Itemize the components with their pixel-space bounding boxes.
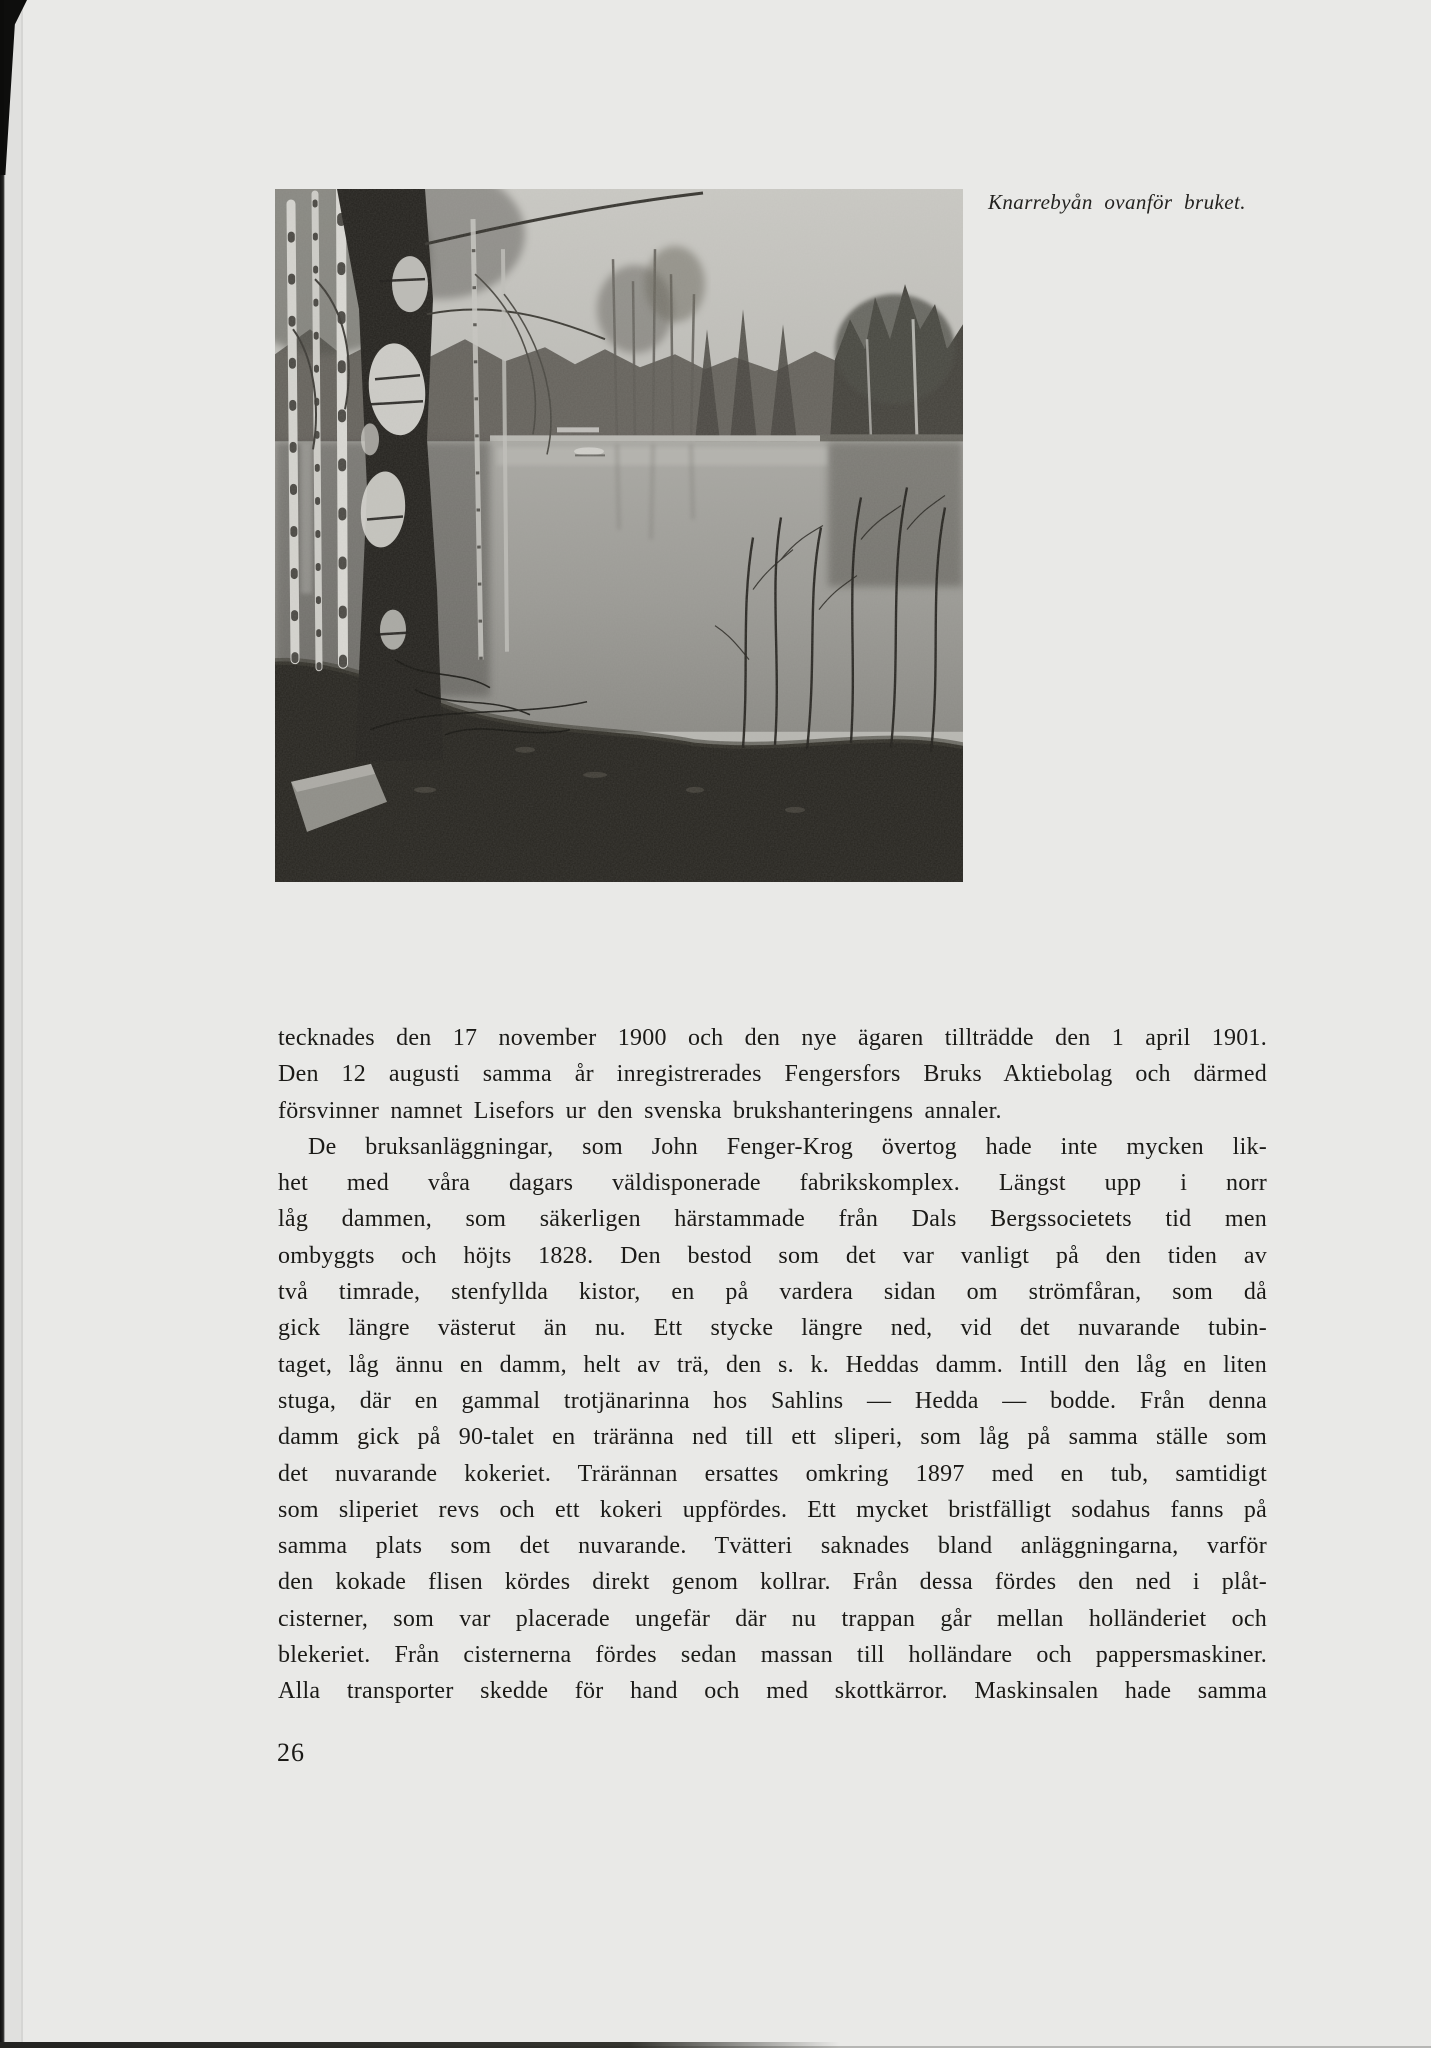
- body-text-line: stuga, där en gammal trotjänarinna hos Sahlins — Hedda — bodde. Från denna: [278, 1387, 1267, 1414]
- lake-photo-illustration: [275, 189, 963, 882]
- body-text-line: Den 12 augusti samma år inregistrerades Fengersfors Bruks Aktiebolag och därmed: [278, 1061, 1267, 1088]
- body-text-line: gick längre västerut än nu. Ett stycke längre ned, vid det nuvarande tubin-: [278, 1315, 1267, 1342]
- page-number: 26: [277, 1738, 305, 1767]
- body-text-line: som sliperiet revs och ett kokeri uppfördes. Ett mycket bristfälligt sodahus fanns på: [278, 1496, 1267, 1523]
- body-text-line: Alla transporter skedde för hand och med skottkärror. Maskinsalen hade samma: [278, 1678, 1267, 1705]
- body-text-line: försvinner namnet Lisefors ur den svenska brukshanteringens annaler.: [278, 1097, 1002, 1124]
- body-text-line: samma plats som det nuvarande. Tvätteri saknades bland anläggningarna, varför: [278, 1533, 1267, 1560]
- body-text-line: tecknades den 17 november 1900 och den nye ägaren tillträdde den 1 april 1901.: [278, 1025, 1267, 1051]
- body-text-line: ombyggts och höjts 1828. Den bestod som det var vanligt på den tiden av: [278, 1242, 1267, 1269]
- body-text-line: damm gick på 90-talet en träränna ned till ett sliperi, som låg på samma ställe som: [278, 1424, 1267, 1451]
- photo-caption: Knarrebyån ovanför bruket.: [988, 190, 1246, 214]
- body-text: [278, 1020, 1267, 1710]
- body-text-line: låg dammen, som säkerligen härstammade från Dals Bergssocietets tid men: [278, 1206, 1267, 1233]
- body-text-line: den kokade flisen kördes direkt genom kollrar. Från dessa fördes den ned i plåt-: [278, 1569, 1267, 1596]
- lake-photograph: [275, 189, 963, 882]
- page-crease-line: [21, 0, 23, 2048]
- body-text-line: het med våra dagars väldisponerade fabrikskomplex. Längst upp i norr: [278, 1170, 1267, 1197]
- scan-margin-shading: [4, 0, 21, 2048]
- body-text-line: taget, låg ännu en damm, helt av trä, den s. k. Heddas damm. Intill den låg en liten: [278, 1351, 1267, 1378]
- body-text-line: det nuvarande kokeriet. Trärännan ersattes omkring 1897 med en tub, samtidigt: [278, 1460, 1267, 1487]
- body-text-line: två timrade, stenfyllda kistor, en på vardera sidan om strömfåran, som då: [278, 1279, 1267, 1306]
- body-text-line: blekeriet. Från cisternerna fördes sedan massan till holländare och pappersmaskiner.: [278, 1642, 1267, 1669]
- body-text-line: De bruksanläggningar, som John Fenger-Krog övertog hade inte mycken lik-: [308, 1133, 1267, 1160]
- body-text-line: cisterner, som var placerade ungefär där nu trappan går mellan holländeriet och: [278, 1605, 1267, 1632]
